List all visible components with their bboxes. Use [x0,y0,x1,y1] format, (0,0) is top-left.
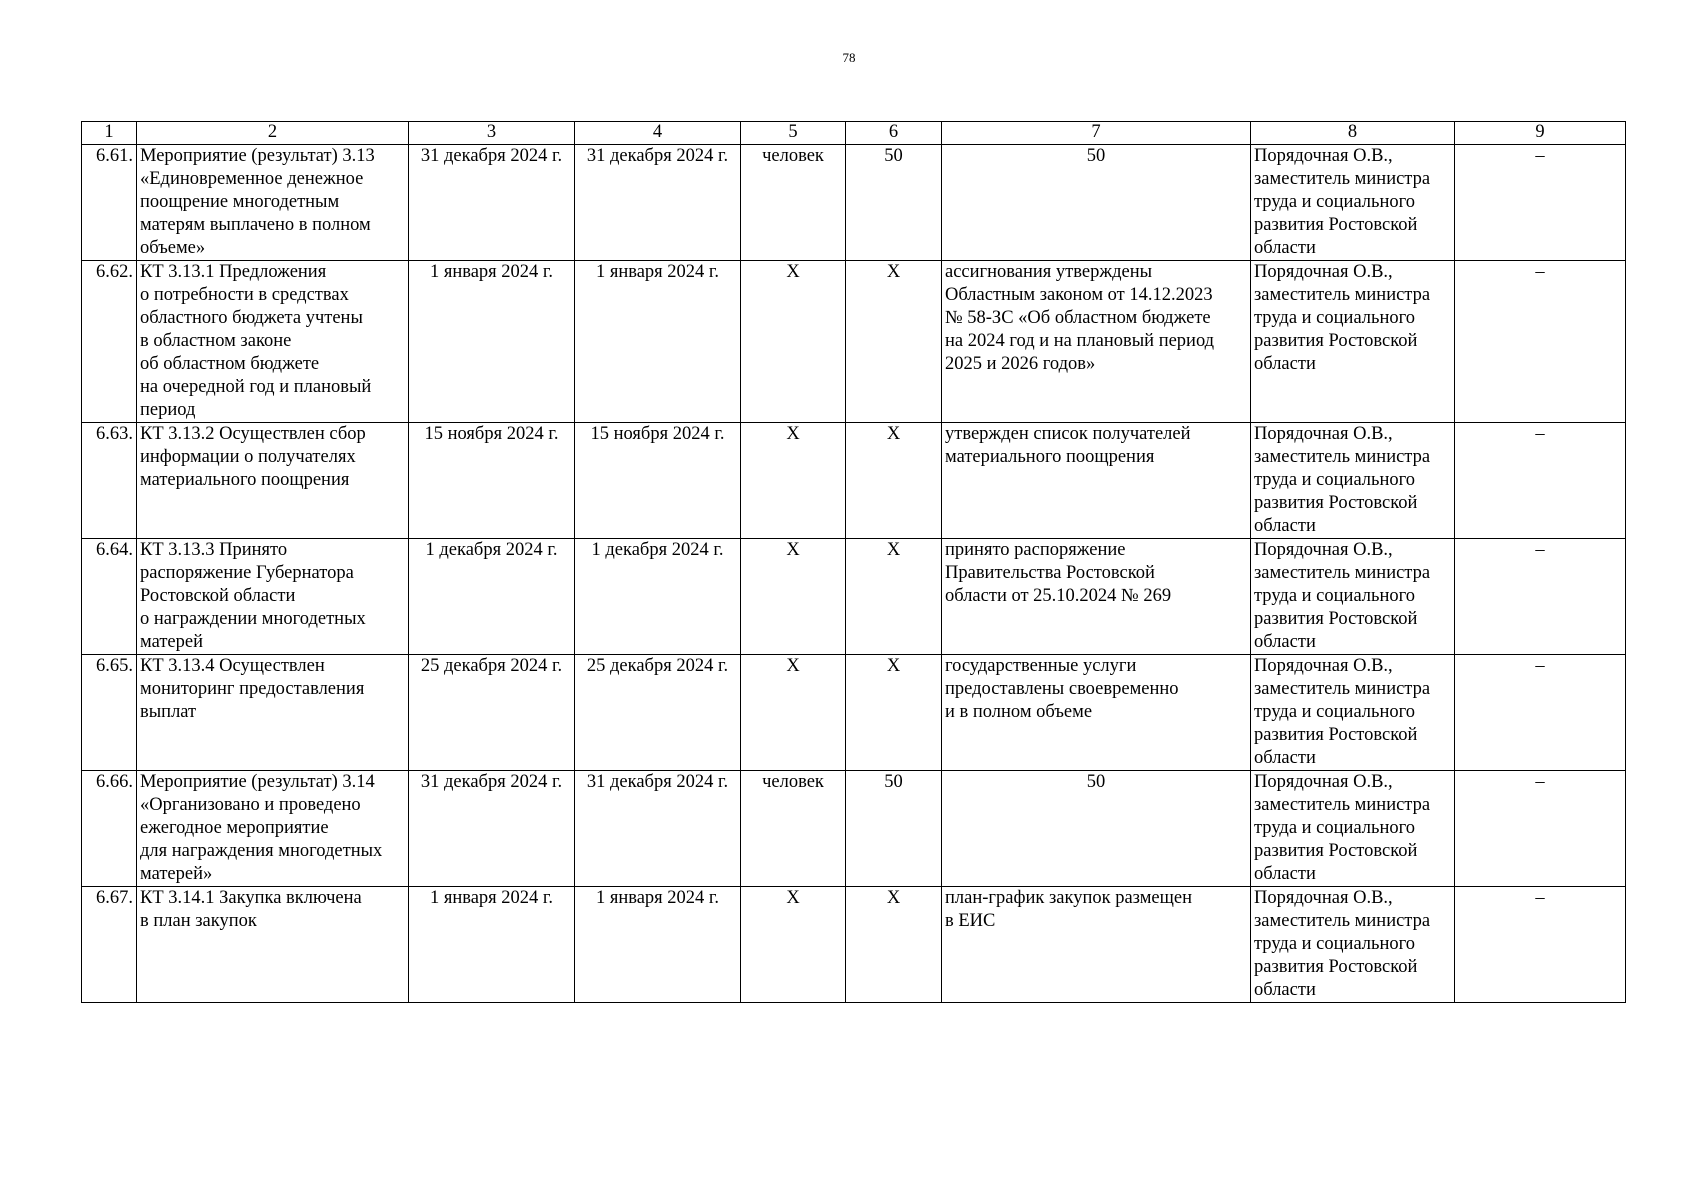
header-cell: 2 [137,122,409,145]
header-cell: 9 [1455,122,1626,145]
plan-date: 31 декабря 2024 г. [409,771,575,887]
plan-date: 25 декабря 2024 г. [409,655,575,771]
plan-date: 31 декабря 2024 г. [409,145,575,261]
plan-date: 1 января 2024 г. [409,887,575,1003]
fact-date: 25 декабря 2024 г. [575,655,741,771]
plan-table [81,121,1626,1003]
table-row [82,771,1626,887]
fact-value: принято распоряжение Правительства Ростовской области от 25.10.2024 № 269 [942,539,1251,655]
responsible: Порядочная О.В., заместитель министра труда и социального развития Ростовской области [1251,771,1455,887]
event-name: КТ 3.13.1 Предложения о потребности в средствах областного бюджета учтены в областном законе об областном бюджете на очередной год и плановый период [137,261,409,423]
plan-value: Х [846,423,942,539]
responsible: Порядочная О.В., заместитель министра труда и социального развития Ростовской области [1251,261,1455,423]
plan-value: Х [846,261,942,423]
header-cell: 4 [575,122,741,145]
unit: Х [741,655,846,771]
plan-value: Х [846,887,942,1003]
header-cell: 7 [942,122,1251,145]
row-number: 6.62. [82,261,137,423]
event-name: КТ 3.13.4 Осуществлен мониторинг предоставления выплат [137,655,409,771]
row-number: 6.66. [82,771,137,887]
responsible: Порядочная О.В., заместитель министра труда и социального развития Ростовской области [1251,423,1455,539]
note: – [1455,423,1626,539]
header-cell: 8 [1251,122,1455,145]
fact-value: ассигнования утверждены Областным законом от 14.12.2023 № 58-ЗС «Об областном бюджете на 2024 год и на плановый период 2025 и 2026 годов» [942,261,1251,423]
plan-date: 1 декабря 2024 г. [409,539,575,655]
row-number: 6.64. [82,539,137,655]
responsible: Порядочная О.В., заместитель министра труда и социального развития Ростовской области [1251,887,1455,1003]
table-row [82,539,1626,655]
fact-value: государственные услуги предоставлены своевременно и в полном объеме [942,655,1251,771]
fact-value: 50 [942,771,1251,887]
plan-value: Х [846,655,942,771]
header-cell: 5 [741,122,846,145]
unit: Х [741,261,846,423]
plan-value: Х [846,539,942,655]
event-name: Мероприятие (результат) 3.13 «Единовременное денежное поощрение многодетным матерям выплачено в полном объеме» [137,145,409,261]
event-name: КТ 3.14.1 Закупка включена в план закупок [137,887,409,1003]
note: – [1455,145,1626,261]
unit: человек [741,771,846,887]
plan-date: 1 января 2024 г. [409,261,575,423]
page-number: 78 [842,50,856,65]
note: – [1455,539,1626,655]
note: – [1455,887,1626,1003]
fact-date: 1 января 2024 г. [575,887,741,1003]
fact-date: 15 ноября 2024 г. [575,423,741,539]
unit: Х [741,423,846,539]
fact-date: 1 января 2024 г. [575,261,741,423]
fact-value: план-график закупок размещен в ЕИС [942,887,1251,1003]
unit: Х [741,539,846,655]
unit: человек [741,145,846,261]
fact-value: утвержден список получателей материального поощрения [942,423,1251,539]
fact-value: 50 [942,145,1251,261]
responsible: Порядочная О.В., заместитель министра труда и социального развития Ростовской области [1251,655,1455,771]
fact-date: 31 декабря 2024 г. [575,145,741,261]
event-name: КТ 3.13.2 Осуществлен сбор информации о получателях материального поощрения [137,423,409,539]
row-number: 6.67. [82,887,137,1003]
event-name: Мероприятие (результат) 3.14 «Организовано и проведено ежегодное мероприятие для награждения многодетных матерей» [137,771,409,887]
row-number: 6.63. [82,423,137,539]
header-cell: 6 [846,122,942,145]
row-number: 6.61. [82,145,137,261]
plan-value: 50 [846,145,942,261]
header-row [82,122,1626,145]
note: – [1455,655,1626,771]
table-row [82,423,1626,539]
plan-value: 50 [846,771,942,887]
event-name: КТ 3.13.3 Принято распоряжение Губернатора Ростовской области о награждении многодетных матерей [137,539,409,655]
header-cell: 3 [409,122,575,145]
table-row [82,261,1626,423]
plan-date: 15 ноября 2024 г. [409,423,575,539]
fact-date: 31 декабря 2024 г. [575,771,741,887]
note: – [1455,771,1626,887]
responsible: Порядочная О.В., заместитель министра труда и социального развития Ростовской области [1251,145,1455,261]
header-cell: 1 [82,122,137,145]
note: – [1455,261,1626,423]
row-number: 6.65. [82,655,137,771]
table-row [82,655,1626,771]
table-row [82,887,1626,1003]
unit: Х [741,887,846,1003]
fact-date: 1 декабря 2024 г. [575,539,741,655]
table-row [82,145,1626,261]
responsible: Порядочная О.В., заместитель министра труда и социального развития Ростовской области [1251,539,1455,655]
